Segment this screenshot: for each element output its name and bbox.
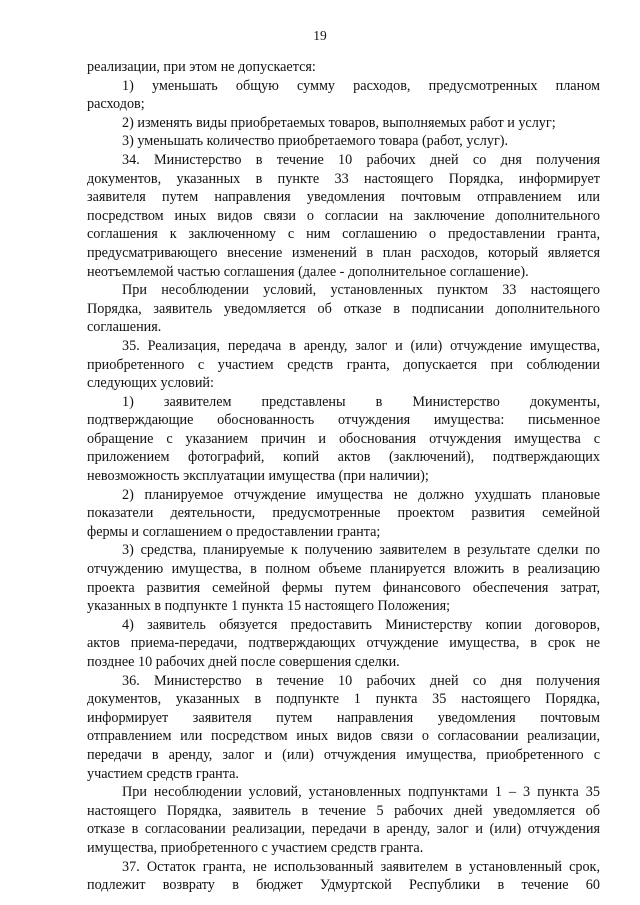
text-line: реализации, при этом не допускается: [87,59,316,75]
text-line: документов, указанных в пункте 33 настоящего Порядка, информирует [87,170,600,187]
text-line: участием средств гранта. [87,765,239,782]
text-line: заявителя путем направления уведомления почтовым отправлением или [87,189,600,206]
text-line: позднее 10 рабочих дней после совершения сделки. [87,654,400,670]
page-number: 19 [313,28,327,43]
text-line: 2) изменять виды приобретаемых товаров, выполняемых работ и услуг; [122,114,556,131]
text-line: 35. Реализация, передача в аренду, залог и (или) отчуждение имущества, [122,337,600,354]
text-line: 2) планируемое отчуждение имущества не должно ухудшать плановые [122,486,600,503]
text-line: имущества, приобретенного с участием средств гранта. [87,839,424,856]
text-line: подтверждающие обоснованность отчуждения имущества: письменное [87,412,600,429]
text-line: соглашения к заключенному с ним соглашению о предоставлении гранта, [87,226,600,243]
text-line: следующих условий: [87,375,214,392]
text-line: 1) уменьшать общую сумму расходов, предусмотренных планом [122,77,600,94]
text-line: отчуждению имущества, в полном объеме планируется вложить в реализацию [87,561,600,578]
text-line: обращение с указанием причин и обоснования отчуждения имущества с [87,430,600,447]
text-line: отказе в согласовании реализации, передачи в аренду, залог и (или) отчуждения [87,821,600,838]
text-line: передачи в аренду, залог и (или) отчуждения имущества, приобретенного с [87,746,600,763]
text-line: указанных в подпункте 1 пункта 15 настоящего Положения; [87,598,451,615]
text-line: При несоблюдении условий, установленных подпунктами 1 – 3 пункта 35 [122,784,600,801]
text-line: актов приема-передачи, подтверждающих отчуждение имущества, в срок не [87,635,600,652]
text-line: документов, указанных в подпункте 1 пункта 35 настоящего Порядка, [87,691,600,708]
text-line: приобретенного с участием средств гранта, допускается при соблюдении [87,356,600,373]
text-line: 3) уменьшать количество приобретаемого товара (работ, услуг). [122,133,509,150]
text-line: При несоблюдении условий, установленных пунктом 33 настоящего [122,282,600,299]
text-line: приложением фотографий, копий актов (заключений), подтверждающих [87,449,600,466]
text-line: 4) заявитель обязуется предоставить Министерству копии договоров, [122,616,600,633]
text-line: 36. Министерство в течение 10 рабочих дней со дня получения [122,672,600,689]
text-line: 34. Министерство в течение 10 рабочих дней со дня получения [122,151,600,168]
text-line: фермы и соглашением о предоставлении гранта; [87,523,381,540]
text-line: предусматривающего внесение изменений в план расходов, который является [87,244,600,261]
text-line: 1) заявителем представлены в Министерство документы, [122,393,600,410]
text-line: невозможность эксплуатации имущества (при наличии); [87,468,429,485]
text-line: отправлением или посредством иных видов связи о согласовании реализации, [87,728,600,745]
text-line: проекта развития семейной фермы путем финансового обеспечения затрат, [87,579,600,596]
text-line: подлежит возврату в бюджет Удмуртской Республики в течение 60 [87,877,600,894]
text-line: 37. Остаток гранта, не использованный заявителем в установленный срок, [122,858,600,875]
document-body [87,58,600,895]
text-line: неотъемлемой частью соглашения (далее - дополнительное соглашение). [87,263,529,280]
text-line: посредством иных видов связи о согласии на заключение дополнительного [87,207,600,224]
text-line: расходов; [87,96,145,113]
text-line: настоящего Порядка, заявитель в течение 5 рабочих дней уведомляется об [87,802,600,819]
text-line: информирует заявителя путем направления уведомления почтовым [87,709,600,726]
text-line: показатели деятельности, предусмотренные проектом развития семейной [87,505,600,522]
text-line: 3) средства, планируемые к получению заявителем в результате сделки по [122,542,600,559]
text-line: Порядка, заявитель уведомляется об отказе в подписании дополнительного [87,300,600,317]
text-line: соглашения. [87,319,162,336]
